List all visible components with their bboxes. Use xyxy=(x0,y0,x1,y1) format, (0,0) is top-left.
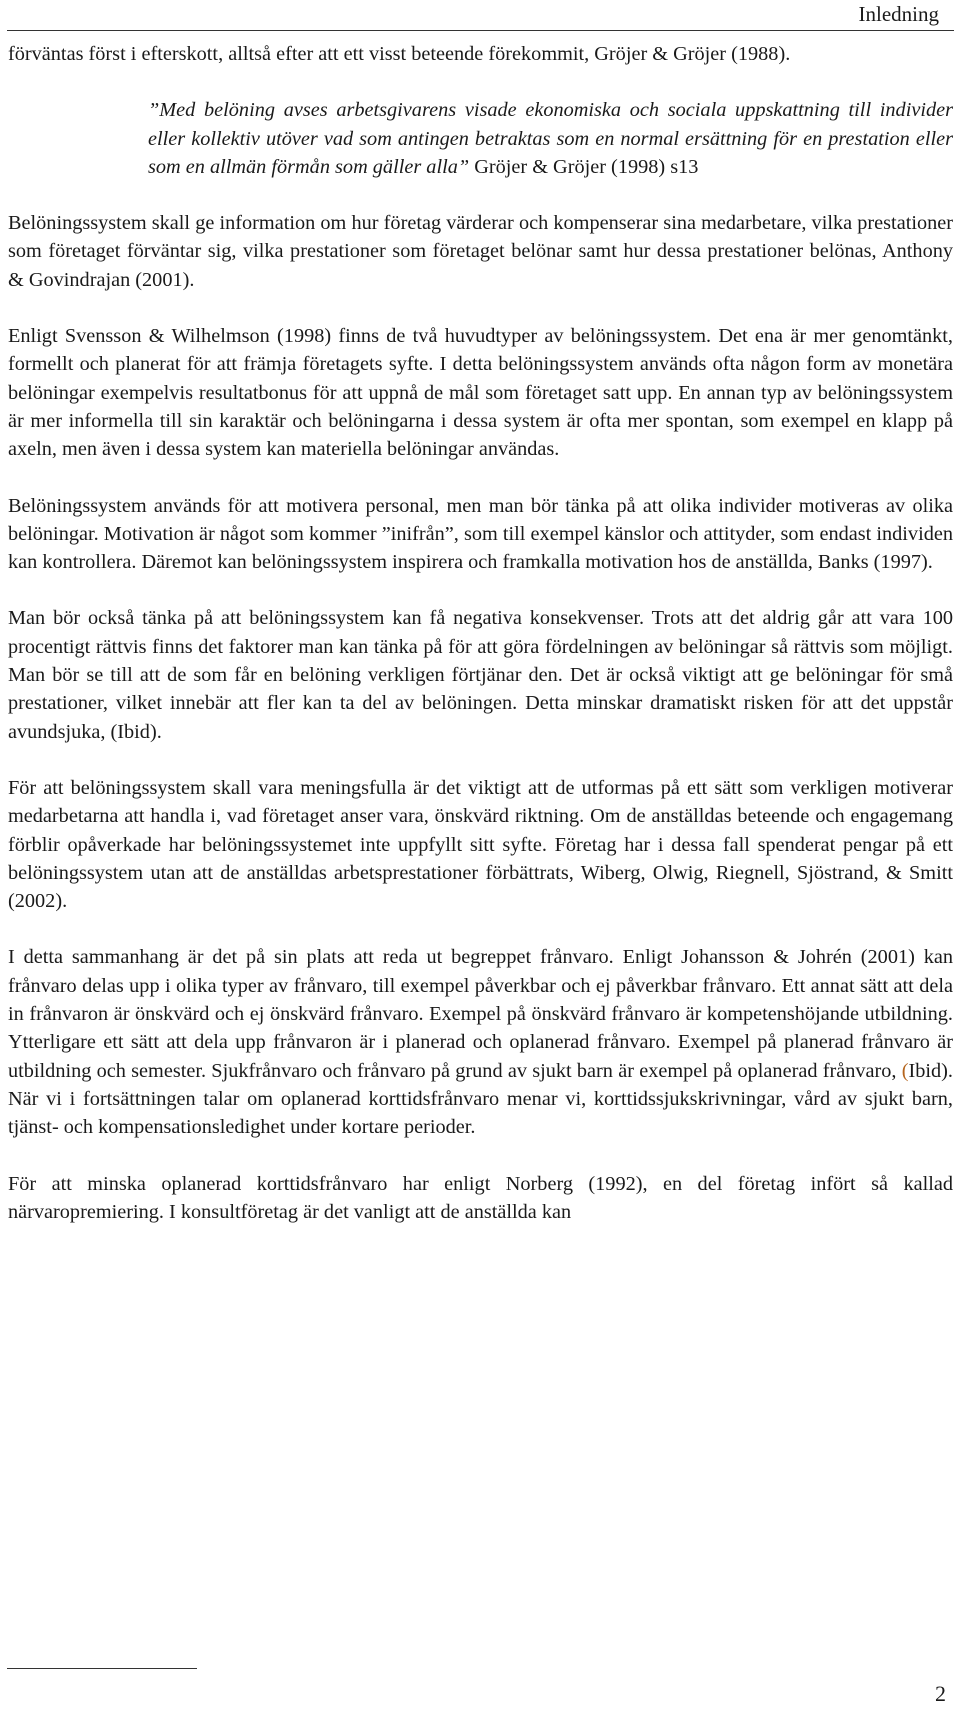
paragraph-huvudtyper: Enligt Svensson & Wilhelmson (1998) finns de två huvudtyper av belöningssystem. Det ena är mer genomtänkt, formellt och planerat för att främja företagets syfte. I detta belöningssystem används ofta någon form av monetära belöningar exempelvis resultatbonus för att uppnå de mål som företaget satt upp. En annan typ av belöningssystem är mer informella till sin karaktär och belöningarna i dessa system är ofta mer spontan, som exempel en klapp på axeln, men även i dessa system kan materiella belöningar användas. xyxy=(8,325,953,461)
page-number: 2 xyxy=(935,1681,946,1706)
paragraph-franvaro xyxy=(8,943,953,1141)
franvaro-paren: ( xyxy=(901,1059,909,1082)
paragraph-negativa-konsekvenser: Man bör också tänka på att belöningssystem kan få negativa konsekvenser. Trots att det aldrig går att vara 100 procentigt rättvis finns det faktorer man kan tänka på för att göra fördelningen av belöningar så rättvis som möjligt. Man bör se till att de som får en belöning verkligen förtjänar den. Det är också viktigt att ge belöningar för små prestationer, vilket innebär att fler kan ta del av belöningen. Detta minskar dramatiskt risken för att det uppstår avundsjuka, (Ibid). xyxy=(8,607,953,743)
footer-rule xyxy=(7,1668,197,1669)
paragraph-narvaropremiering: För att minska oplanerad korttidsfrånvaro har enligt Norberg (1992), en del företag infört så kallad närvaropremiering. I konsultföretag är det vanligt att de anställda kan xyxy=(8,1172,953,1223)
header-title: Inledning xyxy=(858,2,939,26)
block-quote xyxy=(8,96,953,181)
paragraph-meningsfulla: För att belöningssystem skall vara meningsfulla är det viktigt att de utformas på ett sätt som verkligen motiverar medarbetarna att handla i, vad företaget anser vara, önskvärd riktning. Om de anställdas beteende och engagemang förblir opåverkade har belöningssystemet inte uppfyllt sitt syfte. Företag har i dessa fall spenderat pengar på ett belöningssystem utan att de anställdas arbetsprestationer förbättrats, Wiberg, Olwig, Riegnell, Sjöstrand, & Smitt (2002). xyxy=(8,776,953,913)
franvaro-text-end: Ibid). När vi i fortsättningen talar om oplanerad korttidsfrånvaro menar vi, korttidssjukskrivningar, vård av sjukt barn, tjänst- och kompensationsledighet under kortare perioder. xyxy=(8,1059,953,1139)
paragraph-belonningssystem-info: Belöningssystem skall ge information om hur företag värderar och kompenserar sina medarbetare, vilka prestationer som företaget förväntar sig, vilka prestationer som företaget belönar samt hur dessa prestationer belönas, Anthony & Govindrajan (2001). xyxy=(8,212,953,291)
franvaro-text-start: I detta sammanhang är det på sin plats att reda ut begreppet frånvaro. Enligt Johansson & Johrén (2001) kan frånvaro delas upp i olika typer av frånvaro, till exempel påverkbar och ej påverkbar frånvaro. Ett annat sätt att dela in frånvaron är önskvärd och ej önskvärd frånvaro. Exempel på önskvärd frånvaro är kompetenshöjande utbildning. Ytterligare ett sätt att dela upp frånvaron är i planerad och oplanerad frånvaro. Exempel på planerad frånvaro är utbildning och semester. Sjukfrånvaro och frånvaro på grund av sjukt barn är exempel på oplanerad frånvaro, xyxy=(8,946,953,1082)
quote-text: ”Med belöning avses arbetsgivarens visade ekonomiska och sociala uppskattning till individer eller kollektiv utöver vad som antingen betraktas som en normal ersättning för en prestation eller som en allmän förmån som gäller alla” xyxy=(148,99,953,178)
paragraph-continuation: förväntas först i efterskott, alltså efter att ett visst beteende förekommit, Gröjer & Gröjer (1988). xyxy=(8,43,791,65)
quote-reference: Gröjer & Gröjer (1998) s13 xyxy=(469,155,699,178)
body-text xyxy=(8,40,953,1254)
running-header xyxy=(7,0,954,31)
paragraph-motivation: Belöningssystem används för att motivera personal, men man bör tänka på att olika individer motiveras av olika belöningar. Motivation är något som kommer ”inifrån”, som till exempel känslor och attityder, som endast individen kan kontrollera. Däremot kan belöningssystem inspirera och framkalla motivation hos de anställda, Banks (1997). xyxy=(8,494,953,574)
